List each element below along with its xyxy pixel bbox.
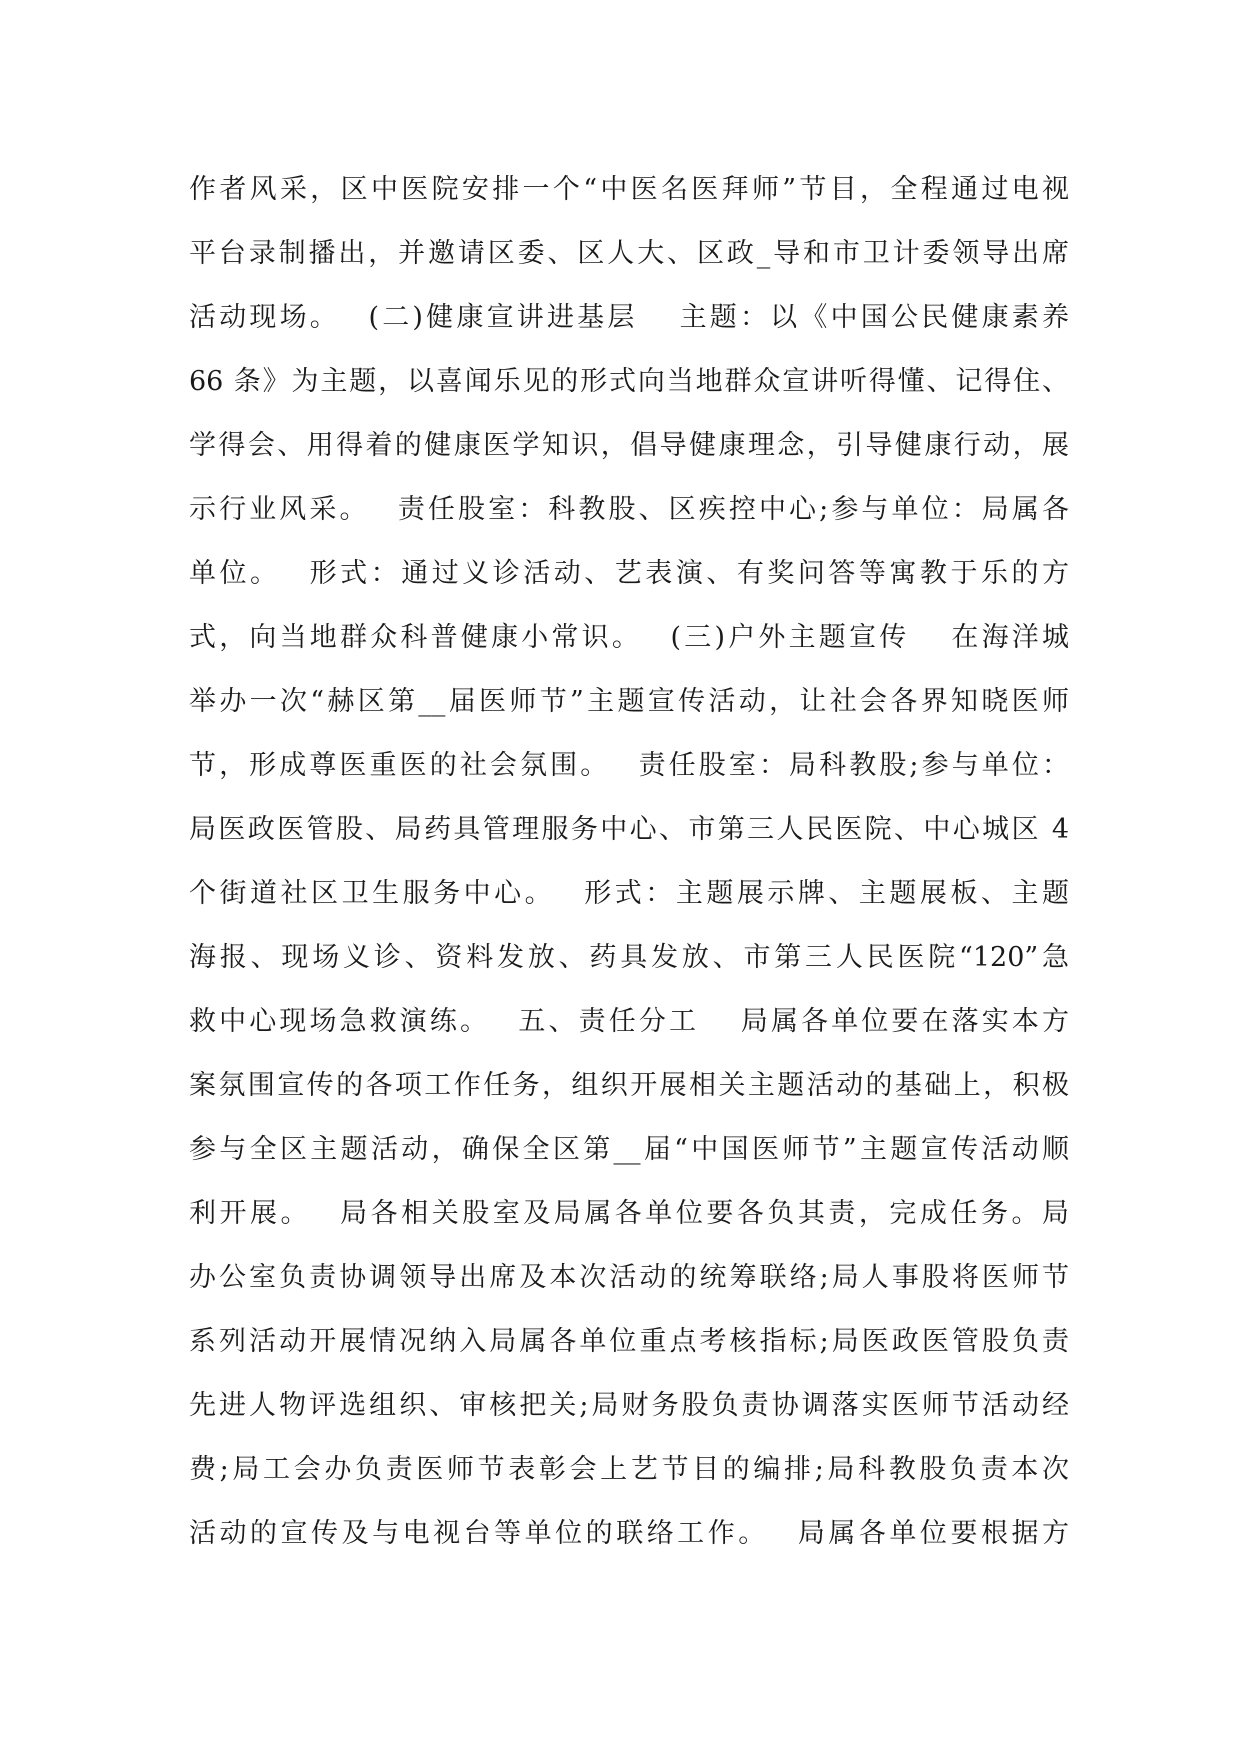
text-line: 式，向当地群众科普健康小常识。 (三)户外主题宣传 在海洋城 xyxy=(189,622,1069,653)
text-line: 参与全区主题活动，确保全区第__届“中国医师节”主题宣传活动顺 xyxy=(189,1134,1069,1165)
text-line: 局医政医管股、局药具管理服务中心、市第三人民医院、中心城区 4 xyxy=(189,814,1069,845)
text-line: 举办一次“赫区第__届医师节”主题宣传活动，让社会各界知晓医师 xyxy=(189,686,1069,717)
text-line: 66 条》为主题，以喜闻乐见的形式向当地群众宣讲听得懂、记得住、 xyxy=(189,366,1069,397)
text-line: 先进人物评选组织、审核把关;局财务股负责协调落实医师节活动经 xyxy=(189,1390,1069,1421)
text-line: 费;局工会办负责医师节表彰会上艺节目的编排;局科教股负责本次 xyxy=(189,1454,1069,1485)
body-text xyxy=(189,158,1069,1566)
text-line: 节，形成尊医重医的社会氛围。 责任股室：局科教股;参与单位： xyxy=(189,750,1069,781)
text-line: 救中心现场急救演练。 五、责任分工 局属各单位要在落实本方 xyxy=(189,1006,1069,1037)
text-line: 单位。 形式：通过义诊活动、艺表演、有奖问答等寓教于乐的方 xyxy=(189,558,1069,589)
text-line: 示行业风采。 责任股室：科教股、区疾控中心;参与单位：局属各 xyxy=(189,494,1069,525)
text-line: 作者风采，区中医院安排一个“中医名医拜师”节目，全程通过电视 xyxy=(189,174,1069,205)
text-line: 平台录制播出，并邀请区委、区人大、区政_导和市卫计委领导出席 xyxy=(189,238,1069,269)
text-line: 案氛围宣传的各项工作任务，组织开展相关主题活动的基础上，积极 xyxy=(189,1070,1069,1101)
text-line: 海报、现场义诊、资料发放、药具发放、市第三人民医院“120”急 xyxy=(189,942,1069,973)
text-line: 活动的宣传及与电视台等单位的联络工作。 局属各单位要根据方 xyxy=(189,1518,1069,1549)
text-line: 利开展。 局各相关股室及局属各单位要各负其责，完成任务。局 xyxy=(189,1198,1069,1229)
text-line: 办公室负责协调领导出席及本次活动的统筹联络;局人事股将医师节 xyxy=(189,1262,1069,1293)
text-line: 活动现场。 (二)健康宣讲进基层 主题：以《中国公民健康素养 xyxy=(189,302,1069,333)
text-line: 个街道社区卫生服务中心。 形式：主题展示牌、主题展板、主题 xyxy=(189,878,1069,909)
text-line: 学得会、用得着的健康医学知识，倡导健康理念，引导健康行动，展 xyxy=(189,430,1069,461)
text-line: 系列活动开展情况纳入局属各单位重点考核指标;局医政医管股负责 xyxy=(189,1326,1069,1357)
